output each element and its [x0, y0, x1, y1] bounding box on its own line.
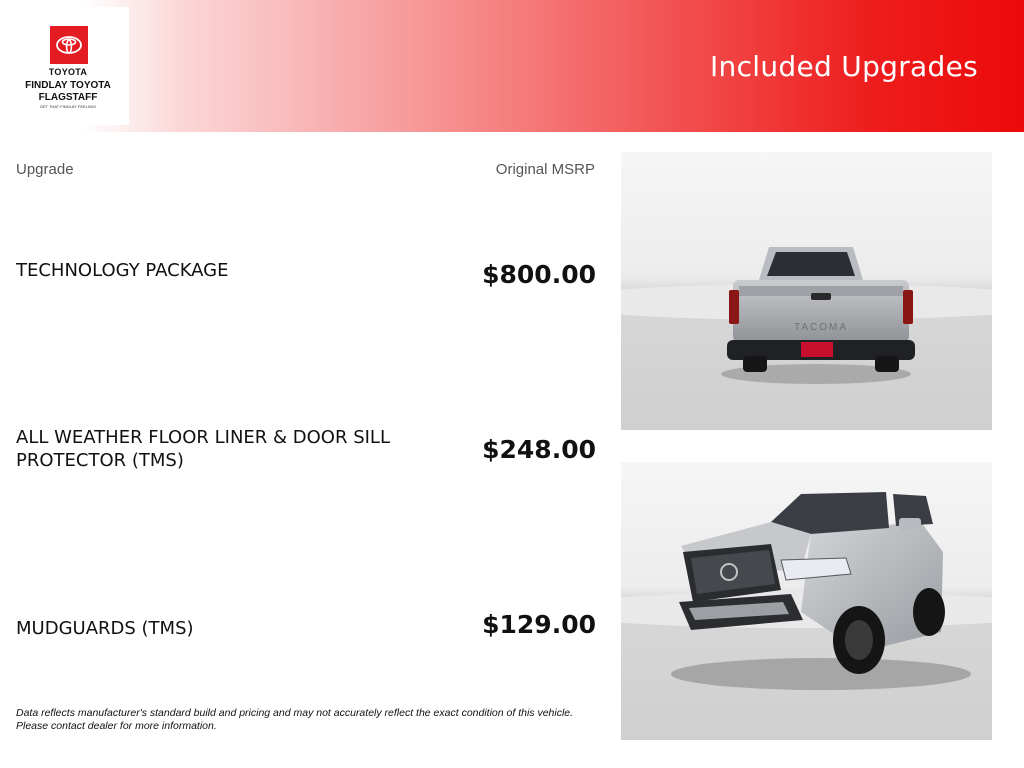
logo-dealer-line1: FINDLAY TOYOTA: [25, 80, 111, 91]
disclaimer-line2: Please contact dealer for more information.: [16, 720, 217, 732]
upgrade-price-3: $129.00: [482, 610, 596, 639]
header-banner: [0, 0, 1024, 132]
column-header-upgrade: Upgrade: [16, 161, 74, 178]
page-title: Included Upgrades: [710, 50, 978, 83]
dealer-logo[interactable]: [7, 7, 129, 125]
logo-brand-text: TOYOTA: [48, 67, 88, 77]
upgrade-name-3: MUDGUARDS (TMS): [16, 618, 194, 639]
logo-dealer-line2: FLAGSTAFF: [38, 92, 98, 103]
upgrade-name-1: TECHNOLOGY PACKAGE: [16, 260, 229, 281]
column-header-msrp: Original MSRP: [495, 161, 595, 178]
upgrade-price-1: $800.00: [482, 260, 596, 289]
disclaimer-line1: Data reflects manufacturer's standard build and pricing and may not accurately reflect the exact condition of this vehicle.: [16, 707, 574, 719]
toyota-emblem-icon: [50, 26, 88, 64]
vehicle-photo-front[interactable]: [621, 462, 992, 740]
upgrade-name-2: ALL WEATHER FLOOR LINER & DOOR SILL PROTECTOR (TMS): [16, 427, 390, 471]
svg-text:TACOMA: TACOMA: [793, 322, 849, 333]
logo-tagline: GET THAT FINDLAY FEELING!: [39, 104, 97, 109]
logo-dealer-name: [7, 80, 129, 104]
vehicle-photo-rear[interactable]: [621, 152, 992, 430]
disclaimer: [16, 707, 606, 733]
upgrade-price-2: $248.00: [482, 435, 596, 464]
